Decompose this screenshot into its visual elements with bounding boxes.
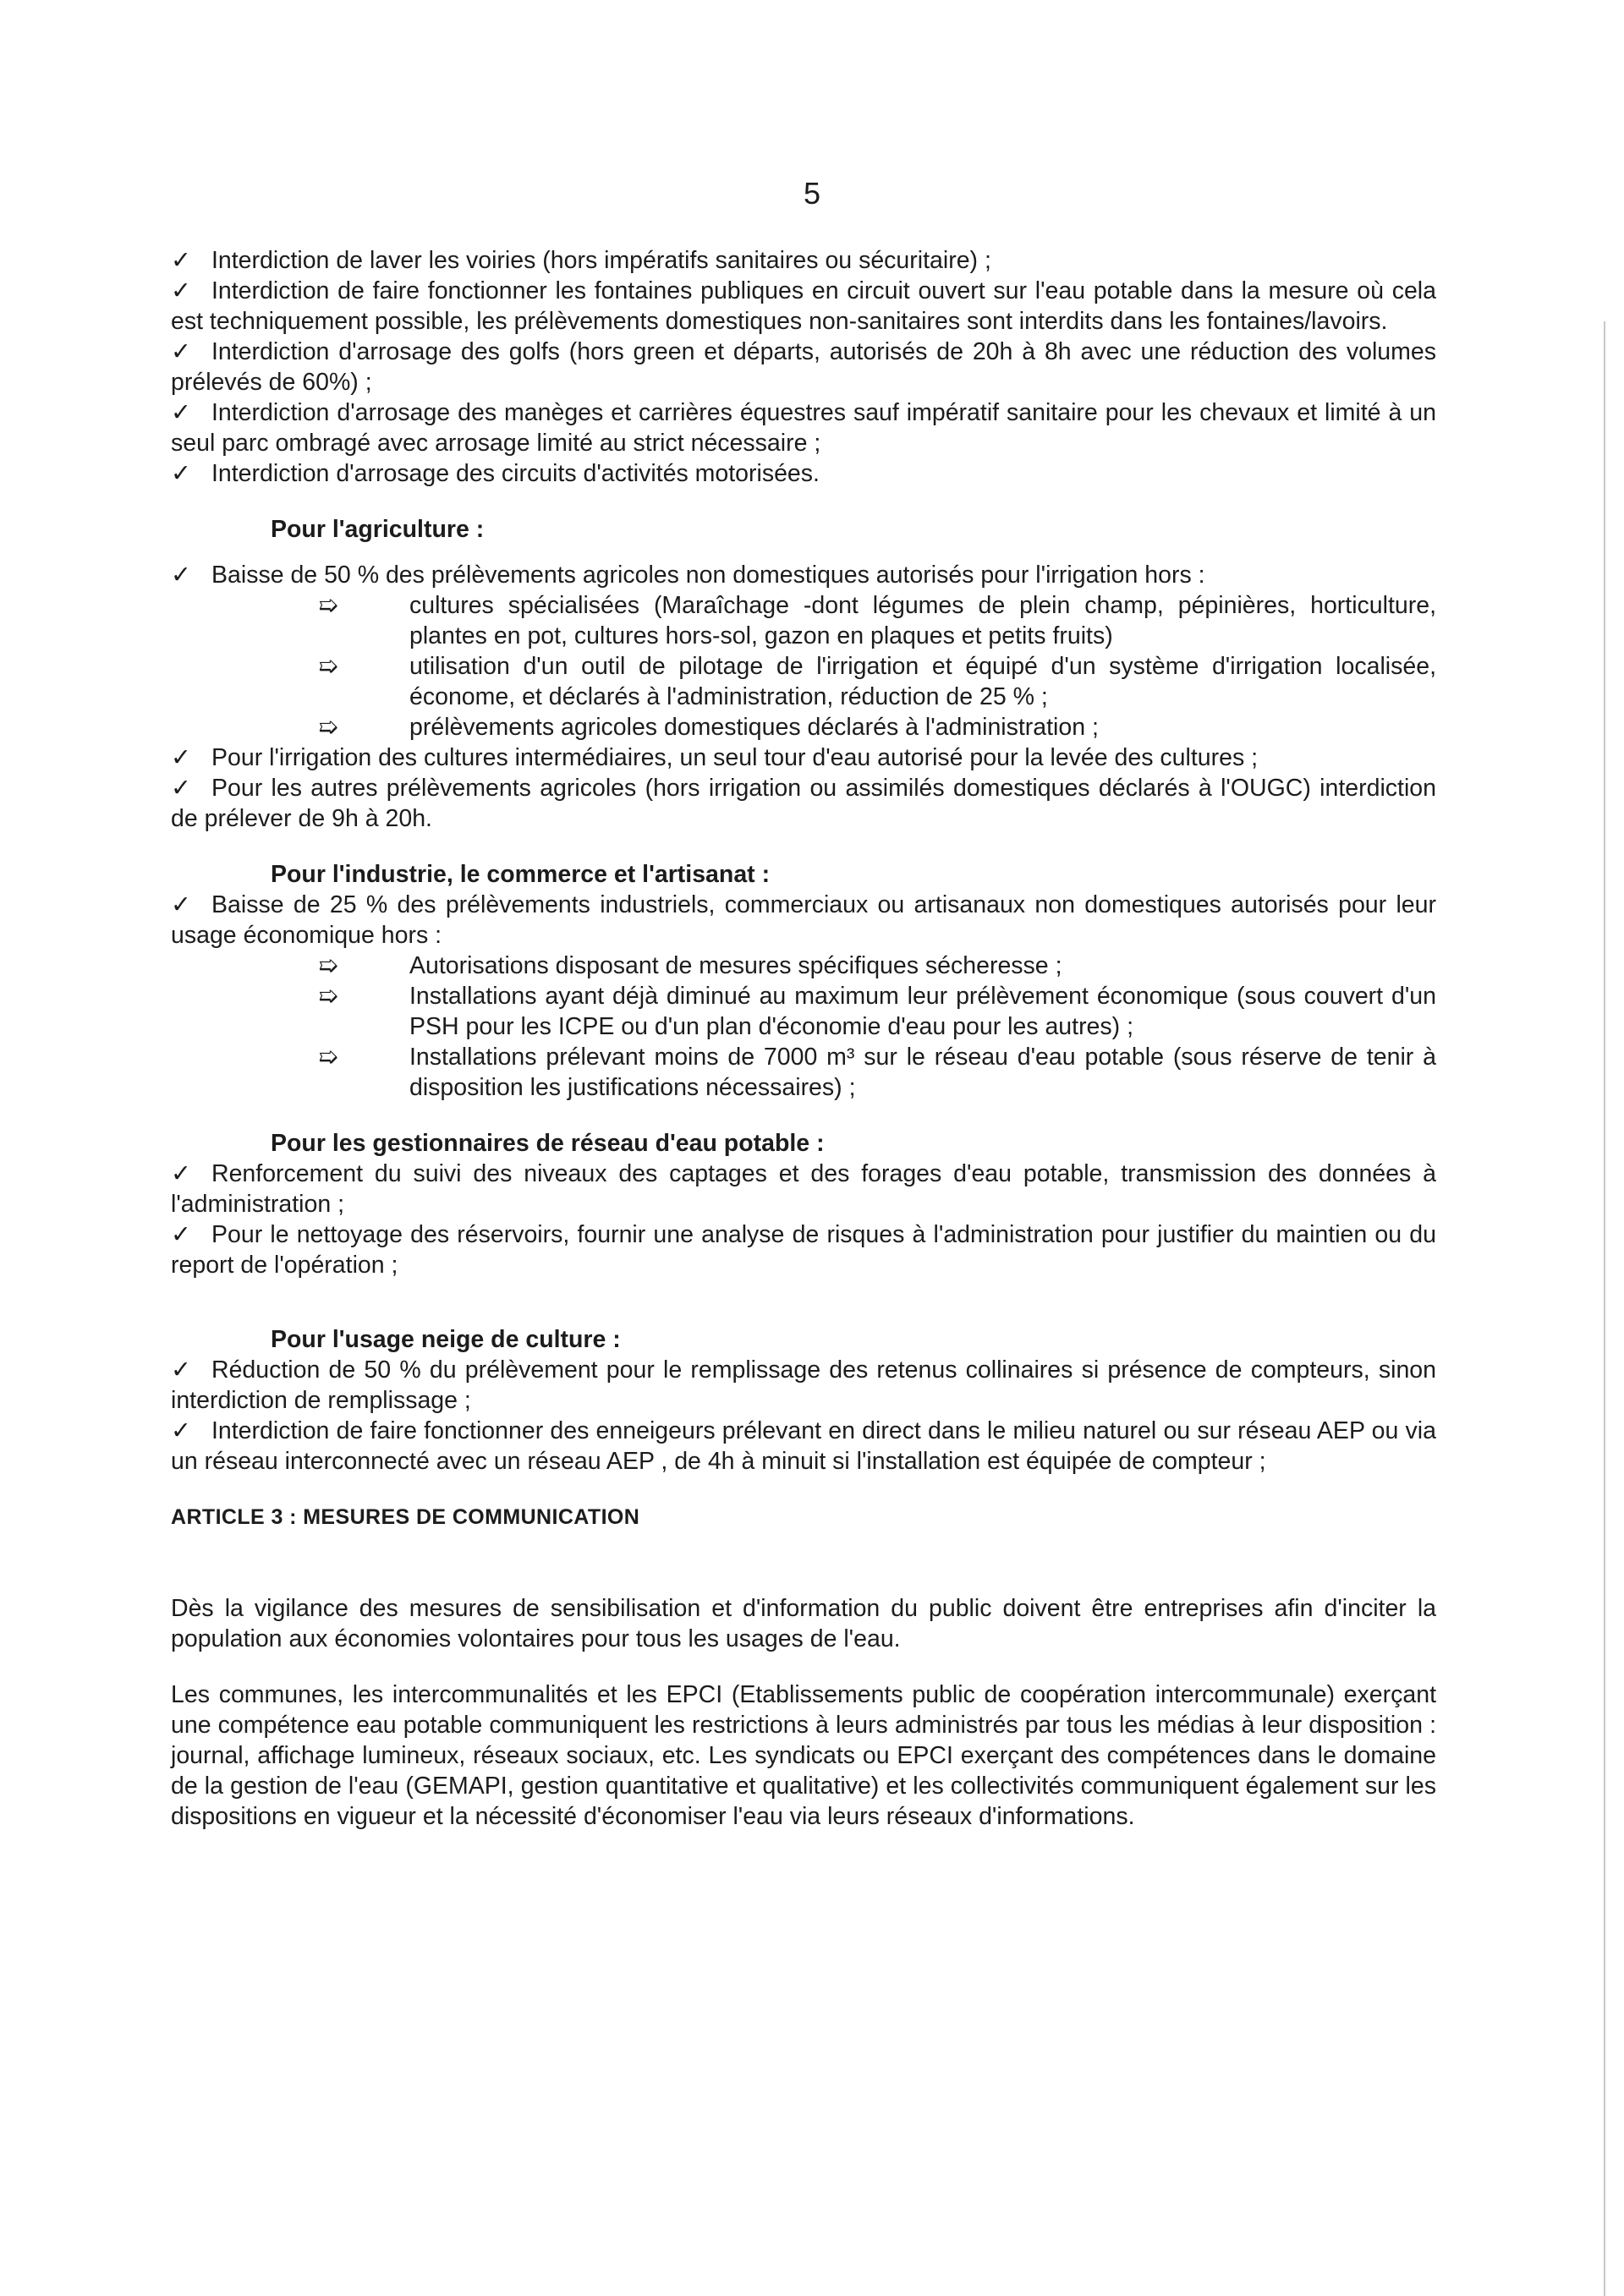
article-3 (171, 1502, 1436, 1832)
list-item: ✓ Réduction de 50 % du prélèvement pour le remplissage des retenus collinaires si présence de compteurs, sinon interdiction de remplissage ; (171, 1356, 1436, 1414)
list-item: ✓ Interdiction d'arrosage des circuits d'activités motorisées. (171, 460, 820, 487)
list-item: ✓ Pour les autres prélèvements agricoles (hors irrigation ou assimilés domestiques déclarés à l'OUGC) interdiction de prélever de 9h à 20h. (171, 775, 1436, 832)
checkmark-icon: ✓ (171, 744, 191, 771)
section-heading: Pour l'usage neige de culture : (271, 1326, 621, 1353)
sub-list-item: ➯ Installations prélevant moins de 7000 m³ sur le réseau d'eau potable (sous réserve de tenir à disposition les justifications nécessaires) ; (318, 1044, 1436, 1101)
sub-list-item: ➯ prélèvements agricoles domestiques déclarés à l'administration ; (318, 714, 1099, 741)
list-item: ✓ Interdiction de faire fonctionner les fontaines publiques en circuit ouvert sur l'eau potable dans la mesure où cela est techniquement possible, les prélèvements domestiques non-sanitaires sont interdits dans les fontaines/lavoirs. (171, 277, 1436, 335)
paragraph: Les communes, les intercommunalités et les EPCI (Etablissements public de coopération intercommunale) exerçant une compétence eau potable communiquent les restrictions à leurs administrés par tous les médias à leur disposition : journal, affichage lumineux, réseaux sociaux, etc. Les syndicats ou EPCI exerçant des compétences dans le domaine de la gestion de l'eau (GEMAPI, gestion quantitative et qualitative) et les collectivités communiquent également sur les dispositions en vigueur et la nécessité d'économiser l'eau via leurs réseaux d'informations. (171, 1681, 1436, 1830)
intro-list (171, 245, 1436, 489)
paragraph: Dès la vigilance des mesures de sensibilisation et d'information du public doivent être entreprises afin d'inciter la population aux économies volontaires pour tous les usages de l'eau. (171, 1595, 1436, 1652)
list-item: ✓ Baisse de 50 % des prélèvements agricoles non domestiques autorisés pour l'irrigation hors : (171, 562, 1205, 589)
checkmark-icon: ✓ (171, 277, 191, 304)
list-item: ✓ Interdiction d'arrosage des manèges et carrières équestres sauf impératif sanitaire pour les chevaux et limité à un seul parc ombragé avec arrosage limité au strict nécessaire ; (171, 399, 1436, 457)
sub-list-item: ➯ Installations ayant déjà diminué au maximum leur prélèvement économique (sous couvert d'un PSH pour les ICPE ou d'un plan d'économie d'eau pour les autres) ; (318, 983, 1436, 1040)
arrow-icon: ➯ (318, 653, 338, 680)
checkmark-icon: ✓ (171, 247, 191, 274)
sub-list-item: ➯ cultures spécialisées (Maraîchage -dont légumes de plein champ, pépinières, horticulture, plantes en pot, cultures hors-sol, gazon en plaques et petits fruits) (318, 592, 1436, 649)
section-industrie (171, 859, 1436, 1103)
checkmark-icon: ✓ (171, 338, 191, 365)
sub-list-item: ➯ Autorisations disposant de mesures spécifiques sécheresse ; (318, 952, 1062, 979)
checkmark-icon: ✓ (171, 460, 191, 487)
arrow-icon: ➯ (318, 952, 338, 979)
checkmark-icon: ✓ (171, 1221, 191, 1248)
list-item: ✓ Interdiction d'arrosage des golfs (hors green et départs, autorisés de 20h à 8h avec une réduction des volumes prélevés de 60%) ; (171, 338, 1436, 396)
article-title: ARTICLE 3 : MESURES DE COMMUNICATION (171, 1505, 640, 1529)
document-body (171, 245, 1436, 1832)
arrow-icon: ➯ (318, 1044, 338, 1071)
list-item: ✓ Interdiction de laver les voiries (hors impératifs sanitaires ou sécuritaire) ; (171, 247, 991, 274)
section-heading: Pour les gestionnaires de réseau d'eau potable : (271, 1130, 825, 1157)
list-item: ✓ Renforcement du suivi des niveaux des captages et des forages d'eau potable, transmission des données à l'administration ; (171, 1160, 1436, 1218)
checkmark-icon: ✓ (171, 1417, 191, 1444)
checkmark-icon: ✓ (171, 891, 191, 918)
section-heading: Pour l'agriculture : (271, 516, 485, 543)
list-item: ✓ Pour le nettoyage des réservoirs, fournir une analyse de risques à l'administration pour justifier du maintien ou du report de l'opération ; (171, 1221, 1436, 1279)
section-neige (171, 1324, 1436, 1477)
checkmark-icon: ✓ (171, 399, 191, 426)
section-gestionnaires (171, 1128, 1436, 1280)
checkmark-icon: ✓ (171, 1356, 191, 1384)
sub-list-item: ➯ utilisation d'un outil de pilotage de l'irrigation et équipé d'un système d'irrigation localisée, économe, et déclarés à l'administration, réduction de 25 % ; (318, 653, 1436, 710)
arrow-icon: ➯ (318, 592, 338, 619)
arrow-icon: ➯ (318, 714, 338, 741)
checkmark-icon: ✓ (171, 775, 191, 802)
section-heading: Pour l'industrie, le commerce et l'artisanat : (271, 861, 771, 888)
checkmark-icon: ✓ (171, 1160, 191, 1187)
section-agriculture (171, 514, 1436, 834)
list-item: ✓ Baisse de 25 % des prélèvements industriels, commerciaux ou artisanaux non domestiques autorisés pour leur usage économique hors : (171, 891, 1436, 949)
page-number: 5 (803, 176, 821, 211)
list-item: ✓ Interdiction de faire fonctionner des enneigeurs prélevant en direct dans le milieu naturel ou sur réseau AEP ou via un réseau interconnecté avec un réseau AEP , de 4h à minuit si l'installation est équipée de compteur ; (171, 1417, 1436, 1475)
list-item: ✓ Pour l'irrigation des cultures intermédiaires, un seul tour d'eau autorisé pour la levée des cultures ; (171, 744, 1259, 771)
checkmark-icon: ✓ (171, 562, 191, 589)
scan-edge-line (1604, 321, 1605, 2296)
arrow-icon: ➯ (318, 983, 338, 1010)
